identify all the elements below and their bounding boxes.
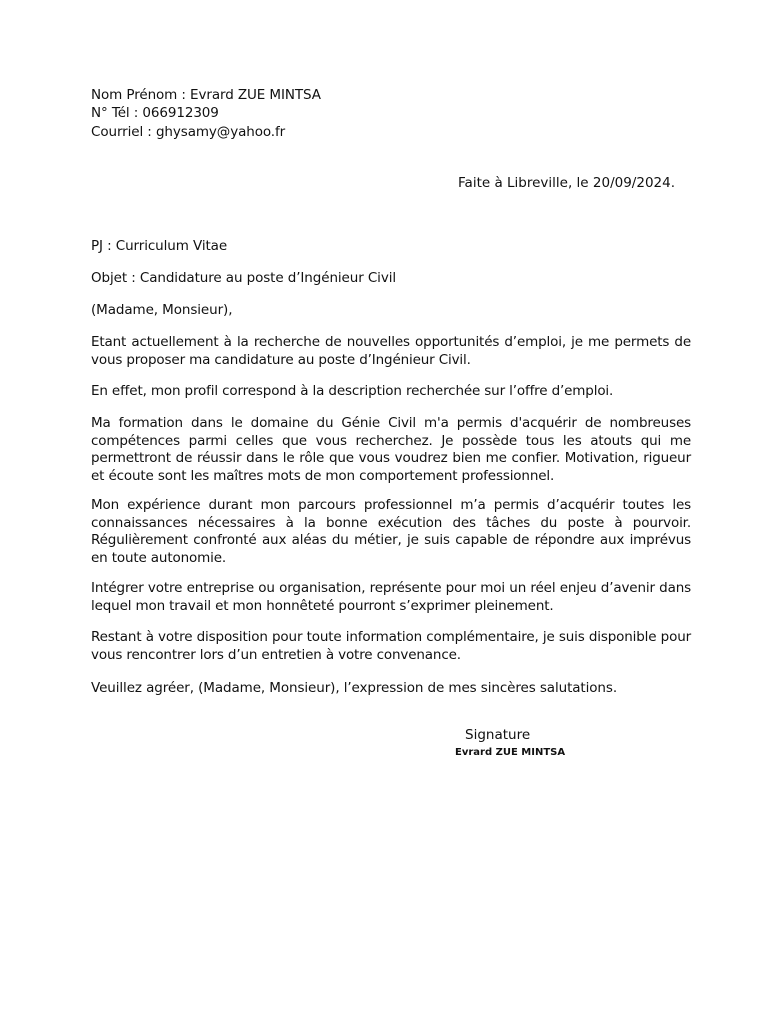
salutation: (Madame, Monsieur), — [91, 302, 233, 318]
body-paragraph: Ma formation dans le domaine du Génie Civil m'a permis d'acquérir de nombreuses compétences parmi celles que vous recherchez. Je possède tous les atouts qui me permettront de réussir dans le rôle que vous voudrez bien me confier. Motivation, rigueur et écoute sont les maîtres mots de mon comportement professionnel. — [91, 415, 691, 484]
closing-formula: Veuillez agréer, (Madame, Monsieur), l’expression de mes sincères salutations. — [91, 680, 618, 696]
sender-email: Courriel : ghysamy@yahoo.fr — [91, 124, 286, 140]
subject-line: Objet : Candidature au poste d’Ingénieur Civil — [91, 270, 397, 286]
body-paragraph: Intégrer votre entreprise ou organisation, représente pour moi un réel enjeu d’avenir dans lequel mon travail et mon honnêteté pourront s’exprimer pleinement. — [91, 580, 691, 614]
signature-label: Signature — [465, 727, 531, 743]
body-paragraph: Etant actuellement à la recherche de nouvelles opportunités d’emploi, je me permets de vous proposer ma candidature au poste d’Ingénieur Civil. — [91, 334, 691, 368]
sender-phone: N° Tél : 066912309 — [91, 105, 219, 121]
place-date: Faite à Libreville, le 20/09/2024. — [458, 175, 675, 191]
body-paragraph: En effet, mon profil correspond à la description recherchée sur l’offre d’emploi. — [91, 383, 614, 399]
body-paragraph: Restant à votre disposition pour toute information complémentaire, je suis disponible pour vous rencontrer lors d’un entretien à votre convenance. — [91, 629, 691, 663]
sender-name: Nom Prénom : Evrard ZUE MINTSA — [91, 87, 321, 103]
attachment-line: PJ : Curriculum Vitae — [91, 238, 228, 254]
signature-name: Evrard ZUE MINTSA — [455, 747, 566, 758]
body-paragraph: Mon expérience durant mon parcours professionnel m’a permis d’acquérir toutes les connaissances nécessaires à la bonne exécution des tâches du poste à pourvoir. Régulièrement confronté aux aléas du métier, je suis capable de répondre aux imprévus en toute autonomie. — [91, 497, 691, 566]
